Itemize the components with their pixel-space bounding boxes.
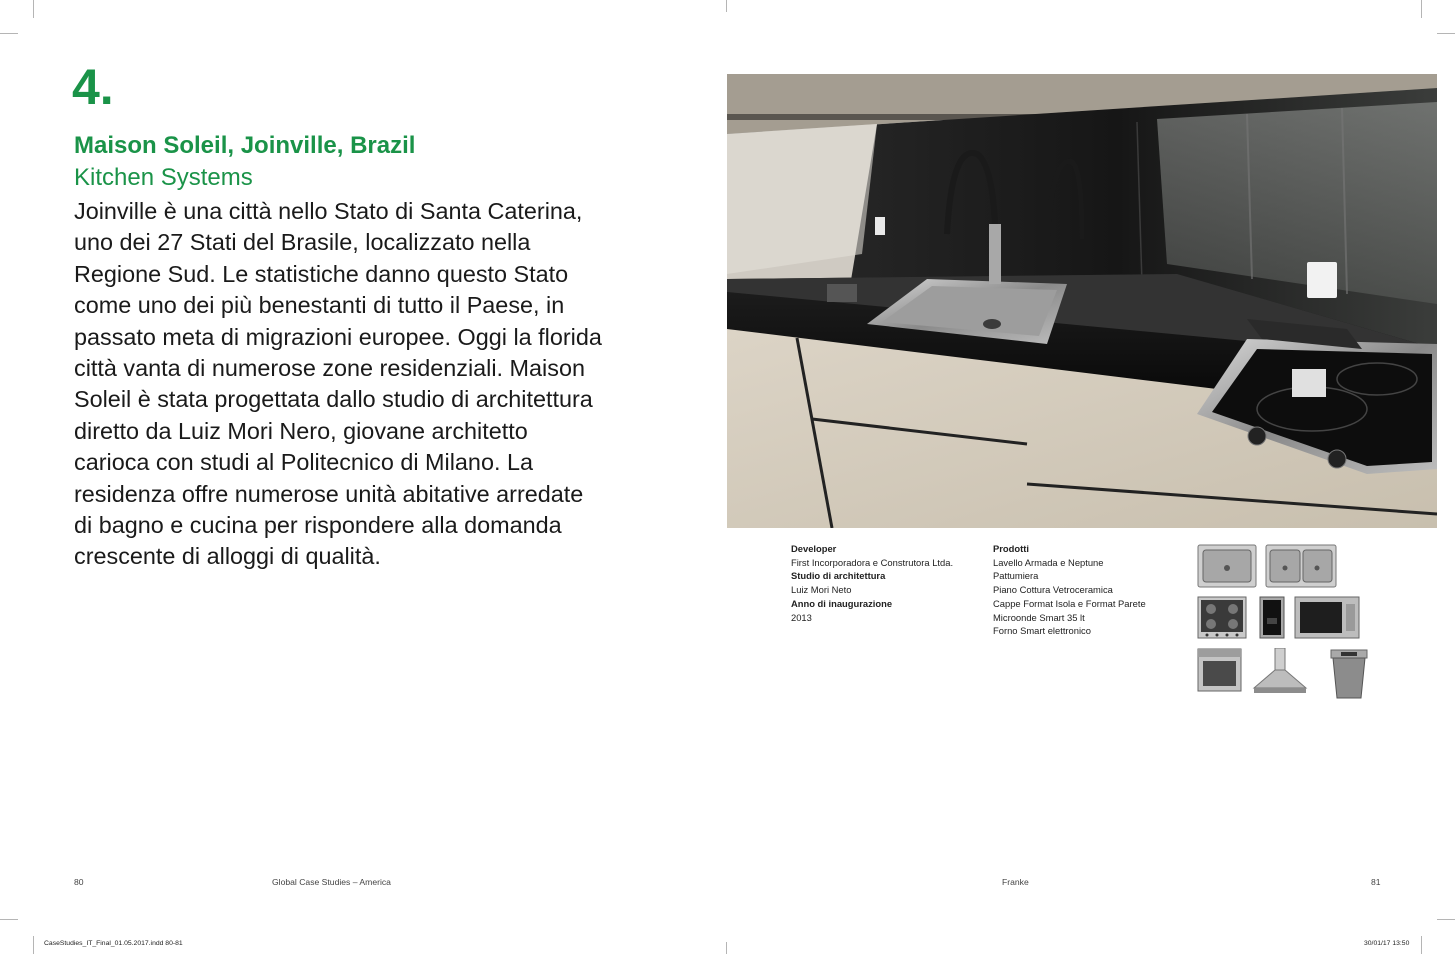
- product-item: Microonde Smart 35 lt: [993, 611, 1085, 623]
- crop-mark: [33, 936, 34, 954]
- microwave-icon: [1294, 596, 1360, 639]
- body-line: uno dei 27 Stati del Brasile, localizzato nella: [74, 229, 531, 256]
- body-line: Soleil è stata progettata dallo studio di architettura: [74, 386, 593, 413]
- body-line: crescente di alloggi di qualità.: [74, 543, 381, 570]
- cooker-hood-icon: [1252, 648, 1308, 698]
- crop-mark: [1421, 936, 1422, 954]
- footer-section-title: Global Case Studies – America: [272, 877, 391, 887]
- page-number-left: 80: [74, 877, 84, 887]
- products-label: Prodotti: [993, 543, 1029, 554]
- gas-hob-icon: [1197, 596, 1247, 639]
- crop-mark: [33, 0, 34, 18]
- crop-mark: [0, 919, 18, 920]
- domino-hob-icon: [1259, 596, 1285, 639]
- body-paragraph: [74, 196, 644, 573]
- page-number-right: 81: [1371, 877, 1381, 887]
- year-label: Anno di inaugurazione: [791, 597, 893, 609]
- oven-icon: [1197, 648, 1242, 692]
- footer-brand: Franke: [1002, 877, 1029, 887]
- body-line: città vanta di numerose zone residenziali. Maison: [74, 355, 585, 382]
- developer-label: Developer: [791, 543, 837, 554]
- studio-label: Studio di architettura: [791, 570, 886, 582]
- kitchen-photo: [727, 74, 1437, 528]
- crop-mark: [1437, 919, 1455, 920]
- case-title: Maison Soleil, Joinville, Brazil: [74, 132, 416, 159]
- sink-double-icon: [1265, 544, 1337, 588]
- product-item: Cappe Format Isola e Format Parete: [993, 597, 1146, 609]
- year-value: 2013: [791, 611, 812, 623]
- case-subtitle: Kitchen Systems: [74, 164, 253, 191]
- developer-value: First Incorporadora e Construtora Ltda.: [791, 556, 954, 568]
- product-item: Piano Cottura Vetroceramica: [993, 584, 1113, 596]
- project-info: [791, 542, 953, 624]
- crop-mark: [1437, 33, 1455, 34]
- body-line: Regione Sud. Le statistiche danno questo Stato: [74, 260, 569, 287]
- crop-mark: [1421, 0, 1422, 18]
- body-line: Joinville è una città nello Stato di Santa Caterina,: [74, 198, 583, 224]
- body-line: passato meta di migrazioni europee. Oggi la florida: [74, 323, 602, 350]
- product-item: Lavello Armada e Neptune: [993, 556, 1104, 568]
- crop-mark: [726, 0, 727, 12]
- slug-date: 30/01/17 13:50: [1364, 940, 1410, 947]
- products-list: [993, 542, 1146, 638]
- case-number: 4.: [72, 59, 114, 115]
- body-line: residenza offre numerose unità abitative arredate: [74, 480, 584, 507]
- body-line: diretto da Luiz Mori Nero, giovane architetto: [74, 417, 528, 444]
- body-line: carioca con studi al Politecnico di Milano. La: [74, 449, 533, 476]
- slug-filename: CaseStudies_IT_Final_01.05.2017.indd 80-81: [44, 940, 183, 947]
- sink-single-icon: [1197, 544, 1257, 588]
- product-item: Pattumiera: [993, 570, 1039, 582]
- crop-mark: [0, 33, 18, 34]
- waste-bin-icon: [1327, 648, 1371, 700]
- body-line: di bagno e cucina per rispondere alla domanda: [74, 512, 562, 539]
- body-line: come uno dei più benestanti di tutto il Paese, in: [74, 292, 565, 319]
- crop-mark: [726, 942, 727, 954]
- product-item: Forno Smart elettronico: [993, 625, 1091, 637]
- studio-value: Luiz Mori Neto: [791, 584, 852, 596]
